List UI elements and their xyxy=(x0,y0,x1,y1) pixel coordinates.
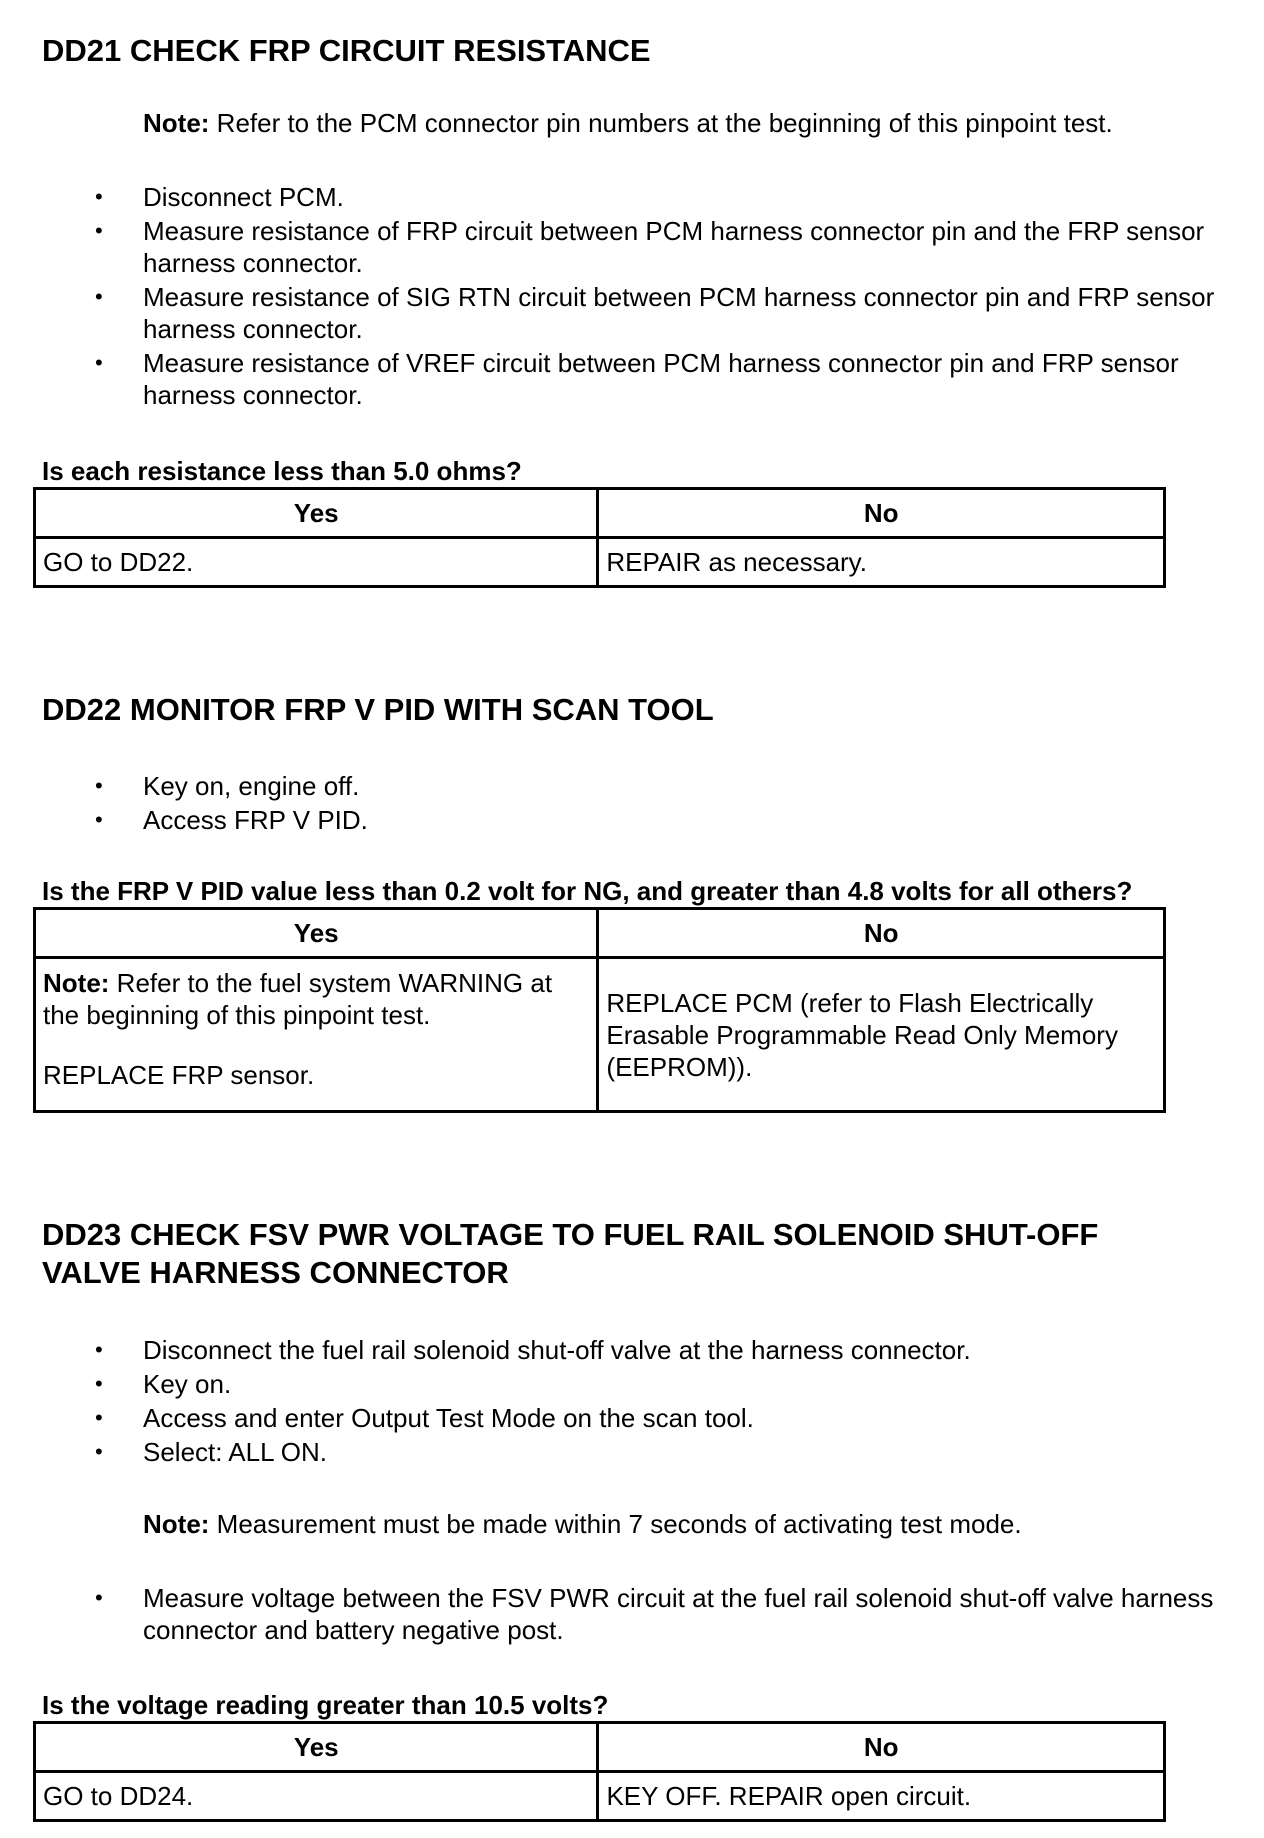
section-dd21-steps xyxy=(0,181,1230,413)
list-item xyxy=(0,181,1230,213)
list-item xyxy=(0,215,1230,279)
yes-note xyxy=(43,967,589,1031)
section-dd22-steps xyxy=(0,770,1230,838)
section-dd23-question: Is the voltage reading greater than 10.5 volts? xyxy=(42,1690,609,1720)
bullet-glyph: • xyxy=(95,284,103,309)
list-item-text: Access and enter Output Test Mode on the scan tool. xyxy=(143,1403,754,1433)
list-item xyxy=(0,347,1230,411)
note-label: Note: xyxy=(143,108,210,138)
bullet-glyph: • xyxy=(95,1405,103,1430)
list-item xyxy=(0,1402,1230,1434)
list-item-text: Measure voltage between the FSV PWR circuit at the fuel rail solenoid shut-off valve harness connector and battery negative post. xyxy=(143,1583,1214,1645)
section-dd23-note xyxy=(143,1508,1022,1540)
yes-action: REPLACE FRP sensor. xyxy=(43,1060,315,1090)
list-item-text: Measure resistance of VREF circuit between PCM harness connector pin and FRP sensor harness connector. xyxy=(143,348,1179,410)
table-header-row xyxy=(35,1723,1165,1772)
note-text: Measurement must be made within 7 seconds of activating test mode. xyxy=(209,1509,1022,1539)
list-item-text: Select: ALL ON. xyxy=(143,1437,328,1467)
bullet-glyph: • xyxy=(95,1371,103,1396)
section-dd21-title: DD21 CHECK FRP CIRCUIT RESISTANCE xyxy=(42,33,651,68)
section-dd21-question: Is each resistance less than 5.0 ohms? xyxy=(42,456,522,486)
bullet-glyph: • xyxy=(95,1439,103,1464)
list-item xyxy=(0,770,1230,802)
yes-cell: GO to DD24. xyxy=(35,1772,598,1821)
section-dd23-title xyxy=(42,1216,1098,1292)
yes-header: Yes xyxy=(35,489,598,538)
note-text: Refer to the PCM connector pin numbers at the beginning of this pinpoint test. xyxy=(209,108,1113,138)
no-header: No xyxy=(598,1723,1165,1772)
no-cell: KEY OFF. REPAIR open circuit. xyxy=(598,1772,1165,1821)
list-item xyxy=(0,1436,1230,1468)
yes-header: Yes xyxy=(35,1723,598,1772)
section-dd21-answer-table xyxy=(33,487,1166,588)
list-item-text: Key on. xyxy=(143,1369,232,1399)
yes-cell xyxy=(35,958,598,1112)
list-item-text: Disconnect the fuel rail solenoid shut-off valve at the harness connector. xyxy=(143,1335,971,1365)
section-dd22-title: DD22 MONITOR FRP V PID WITH SCAN TOOL xyxy=(42,692,714,727)
list-item-text: Measure resistance of SIG RTN circuit between PCM harness connector pin and FRP sensor harness connector. xyxy=(143,282,1215,344)
section-dd23-title-line2: VALVE HARNESS CONNECTOR xyxy=(42,1255,509,1290)
note-text: Refer to the fuel system WARNING at the beginning of this pinpoint test. xyxy=(43,968,553,1030)
list-item xyxy=(0,1334,1230,1366)
list-item xyxy=(0,281,1230,345)
no-cell: REPLACE PCM (refer to Flash Electrically Erasable Programmable Read Only Memory (EEPROM)). xyxy=(598,958,1165,1112)
section-dd23-steps xyxy=(0,1334,1230,1470)
bullet-glyph: • xyxy=(95,1337,103,1362)
table-header-row xyxy=(35,909,1165,958)
list-item xyxy=(0,1368,1230,1400)
note-label: Note: xyxy=(143,1509,210,1539)
no-header: No xyxy=(598,489,1165,538)
list-item xyxy=(0,1582,1230,1646)
no-header: No xyxy=(598,909,1165,958)
bullet-glyph: • xyxy=(95,184,103,209)
section-dd23-answer-table xyxy=(33,1721,1166,1822)
bullet-glyph: • xyxy=(95,773,103,798)
section-dd23-steps-2 xyxy=(0,1582,1230,1648)
yes-cell: GO to DD22. xyxy=(35,538,598,587)
table-row xyxy=(35,538,1165,587)
list-item-text: Key on, engine off. xyxy=(143,771,360,801)
bullet-glyph: • xyxy=(95,1585,103,1610)
bullet-glyph: • xyxy=(95,218,103,243)
table-header-row xyxy=(35,489,1165,538)
bullet-glyph: • xyxy=(95,807,103,832)
bullet-glyph: • xyxy=(95,350,103,375)
section-dd22-answer-table xyxy=(33,907,1166,1113)
note-label: Note: xyxy=(43,968,110,998)
yes-header: Yes xyxy=(35,909,598,958)
table-row xyxy=(35,1772,1165,1821)
list-item-text: Access FRP V PID. xyxy=(143,805,368,835)
section-dd23-title-line1: DD23 CHECK FSV PWR VOLTAGE TO FUEL RAIL SOLENOID SHUT-OFF xyxy=(42,1217,1099,1252)
list-item-text: Disconnect PCM. xyxy=(143,182,344,212)
section-dd21-note xyxy=(143,107,1113,139)
section-dd22-question: Is the FRP V PID value less than 0.2 volt for NG, and greater than 4.8 volts for all others? xyxy=(42,876,1133,906)
table-row xyxy=(35,958,1165,1112)
no-cell: REPAIR as necessary. xyxy=(598,538,1165,587)
list-item-text: Measure resistance of FRP circuit between PCM harness connector pin and the FRP sensor harness connector. xyxy=(143,216,1205,278)
list-item xyxy=(0,804,1230,836)
